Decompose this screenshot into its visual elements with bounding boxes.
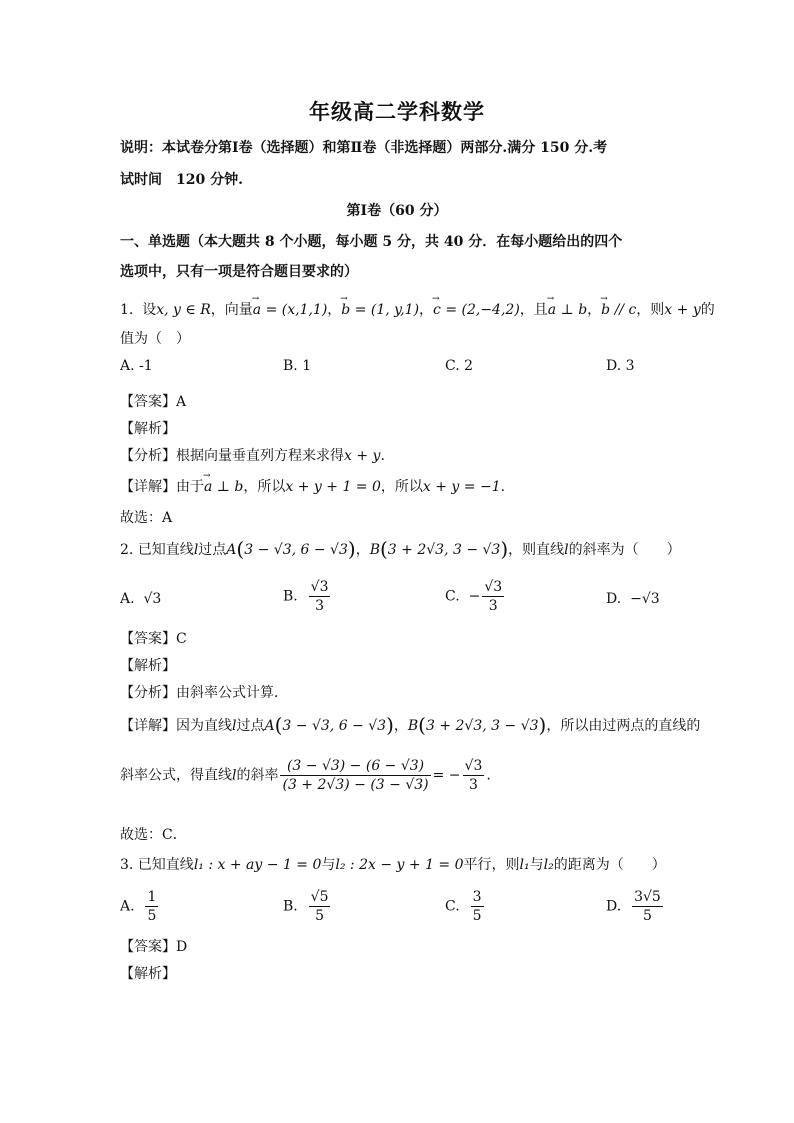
option-label: B. bbox=[283, 588, 298, 605]
q1-xiangjie-text: ，所以 bbox=[380, 479, 423, 495]
intro-line-2: 试时间 120 分钟. bbox=[120, 172, 243, 188]
q3-l1-symbol: l₁ bbox=[519, 857, 530, 873]
option-value: √3 bbox=[143, 591, 162, 607]
q2-fenxi-label: 【分析】 bbox=[120, 685, 176, 701]
fraction bbox=[482, 578, 504, 615]
q1-vector-a: → a = (x,1,1) bbox=[253, 300, 328, 320]
section-heading-line-2: 选项中，只有一项是符合题目要求的） bbox=[120, 264, 358, 280]
q1-stem-line-1: 1. 设x, y ∈ R，向量→ a = (x,1,1)，→ b = (1, y,1)，→ c = (2,−4,2)，且→ a ⊥ b，→ b // c，则x + y的 bbox=[120, 300, 680, 320]
q1-option-a: A. -1 bbox=[120, 358, 153, 374]
q2-point-b: 3 + 2√3, 3 − √3 bbox=[387, 542, 501, 558]
q2-point-b-label: B bbox=[369, 542, 380, 558]
q1-fenxi-text: 根据向量垂直列方程来求得 bbox=[176, 448, 344, 464]
q3-option-d bbox=[606, 888, 665, 925]
q2-option-b bbox=[283, 578, 332, 615]
q1-option-b: B. 1 bbox=[283, 358, 312, 374]
fraction-denominator: 3 bbox=[315, 598, 325, 614]
fraction-numerator: 1 bbox=[147, 889, 157, 905]
page-title: 年级高二学科数学 bbox=[309, 99, 485, 124]
option-label: C. bbox=[445, 898, 460, 915]
q1-fenxi bbox=[120, 446, 680, 466]
slope-fraction bbox=[280, 757, 430, 794]
q3-l2-symbol: l₂ bbox=[543, 857, 554, 873]
q1-fenxi-label: 【分析】 bbox=[120, 448, 176, 464]
fraction bbox=[632, 888, 663, 925]
q3-text: 平行，则 bbox=[463, 857, 520, 873]
q1-fenxi-expr: x + y bbox=[344, 448, 381, 464]
fraction-numerator: √3 bbox=[310, 579, 329, 595]
q2-line-l: l bbox=[193, 542, 199, 558]
q2-point-a-label: A bbox=[226, 542, 237, 558]
q1-analysis-label: 【解析】 bbox=[120, 421, 176, 437]
q1-expression: x + y bbox=[664, 302, 701, 318]
q3-text: 已知直线 bbox=[137, 857, 194, 873]
q1-xiangjie-end: . bbox=[500, 479, 506, 495]
q1-xiangjie-text: 由于 bbox=[176, 479, 204, 495]
q1-text: ，向量 bbox=[210, 302, 253, 318]
option-label: D. bbox=[606, 591, 622, 607]
q2-option-a bbox=[120, 589, 161, 609]
q3-line-l2: l₂ : 2x − y + 1 = 0 bbox=[335, 857, 464, 873]
option-label: D. bbox=[606, 898, 622, 915]
fraction-numerator: √3 bbox=[484, 579, 503, 595]
q1-xiangjie-label: 【详解】 bbox=[120, 479, 176, 495]
q1-option-c: C. 2 bbox=[445, 358, 474, 374]
q2-xiangjie-line-2 bbox=[120, 757, 680, 794]
q3-number: 3. bbox=[120, 857, 134, 873]
q3-line-l1: l₁ : x + ay − 1 = 0 bbox=[193, 857, 322, 873]
fraction-numerator: 3 bbox=[472, 889, 482, 905]
q1-fenxi-end: . bbox=[380, 448, 385, 464]
fraction bbox=[309, 578, 331, 615]
q2-xiangjie-label: 【详解】 bbox=[120, 718, 176, 734]
q1-xy-domain: x, y ∈ R bbox=[156, 302, 211, 318]
option-value: −√3 bbox=[630, 591, 660, 607]
q2-xiangjie-text: 斜率公式，得直线 bbox=[120, 767, 232, 784]
q1-option-d: D. 3 bbox=[606, 358, 635, 374]
q2-line-l: l bbox=[564, 542, 569, 558]
option-label: A. bbox=[120, 591, 135, 607]
fraction bbox=[309, 888, 331, 925]
fraction-numerator: (3 − √3) − (6 − √3) bbox=[280, 757, 430, 776]
fraction bbox=[471, 888, 484, 925]
q2-text: ，则直线 bbox=[508, 542, 565, 558]
q1-text: 设 bbox=[142, 302, 157, 318]
q3-stem bbox=[120, 855, 680, 875]
q3-text: 与 bbox=[321, 857, 336, 873]
fraction-denominator: (3 + 2√3) − (3 − √3) bbox=[282, 777, 429, 793]
q2-line-l: l bbox=[232, 718, 237, 734]
q3-text: 与 bbox=[529, 857, 544, 873]
result-fraction bbox=[463, 757, 485, 794]
part-heading: 第Ⅰ卷（60 分） bbox=[346, 203, 448, 219]
q1-text: ，且 bbox=[519, 302, 548, 318]
q1-vector-c: → c = (2,−4,2) bbox=[433, 300, 520, 320]
equals-sign: = − bbox=[432, 767, 461, 784]
q2-xiangjie-text: 的斜率 bbox=[236, 767, 279, 784]
q1-number: 1. bbox=[120, 302, 134, 318]
q2-answer: 【答案】C bbox=[120, 631, 187, 647]
q2-separator: ， bbox=[393, 718, 408, 734]
q1-xiangjie bbox=[120, 477, 680, 497]
q2-analysis-label: 【解析】 bbox=[120, 658, 176, 674]
fraction-numerator: 3√5 bbox=[634, 889, 661, 905]
q2-xiangjie-text: 因为直线 bbox=[176, 718, 232, 734]
fraction-denominator: 3 bbox=[468, 777, 478, 793]
q3-answer: 【答案】D bbox=[120, 939, 188, 955]
q2-fenxi bbox=[120, 683, 680, 703]
q3-option-b bbox=[283, 888, 332, 925]
fraction-denominator: 5 bbox=[472, 908, 482, 924]
q1-conclusion: 故选：A bbox=[120, 510, 173, 526]
q3-analysis-label: 【解析】 bbox=[120, 966, 176, 982]
fraction-numerator: √3 bbox=[464, 758, 483, 774]
fraction-numerator: √5 bbox=[310, 889, 329, 905]
option-label: A. bbox=[120, 898, 135, 915]
q2-xiangjie-text: 过点 bbox=[236, 718, 265, 734]
q2-point-b: 3 + 2√3, 3 − √3 bbox=[425, 718, 539, 734]
q1-vector-b: → b = (1, y,1) bbox=[341, 300, 419, 320]
q1-xiangjie-cond: → a ⊥ b bbox=[204, 477, 243, 497]
option-label: B. bbox=[283, 898, 298, 915]
q2-point-b-label: B bbox=[407, 718, 419, 734]
section-heading-line-1: 一、单选题（本大题共 8 个小题，每小题 5 分，共 40 分．在每小题给出的四个 bbox=[120, 234, 623, 250]
option-sign: − bbox=[468, 588, 481, 605]
q2-point-a: 3 − √3, 6 − √3 bbox=[282, 718, 387, 734]
q2-point-a: 3 − √3, 6 − √3 bbox=[244, 542, 348, 558]
q2-line-l: l bbox=[232, 767, 237, 784]
q2-text: 的斜率为（ ） bbox=[568, 542, 681, 558]
q3-option-c bbox=[445, 888, 486, 925]
fraction-denominator: 5 bbox=[315, 908, 325, 924]
q1-text: 的 bbox=[700, 302, 715, 318]
q3-text: 的距离为（ ） bbox=[553, 857, 666, 873]
q2-text: 已知直线 bbox=[137, 542, 194, 558]
q2-separator: ， bbox=[355, 542, 370, 558]
q2-point-a-label: A bbox=[264, 718, 275, 734]
q2-xiangjie-text: ，所以由过两点的直线的 bbox=[546, 718, 701, 734]
fraction-denominator: 5 bbox=[147, 908, 157, 924]
intro-line-1: 说明：本试卷分第Ⅰ卷（选择题）和第Ⅱ卷（非选择题）两部分.满分 150 分.考 bbox=[120, 140, 608, 156]
q1-answer: 【答案】A bbox=[120, 394, 187, 410]
q2-option-d bbox=[606, 589, 660, 609]
q1-xiangjie-eq2: x + y = −1 bbox=[422, 479, 501, 495]
q1-xiangjie-text: ，所以 bbox=[243, 479, 286, 495]
q1-xiangjie-eq1: x + y + 1 = 0 bbox=[285, 479, 381, 495]
q2-number: 2. bbox=[120, 542, 134, 558]
q1-text: ，则 bbox=[636, 302, 665, 318]
q1-condition-parallel: → b // c bbox=[601, 300, 636, 320]
fraction-denominator: 3 bbox=[488, 598, 498, 614]
q2-xiangjie-line-1: 【详解】因为直线l过点A(3 − √3, 6 − √3)，B(3 + 2√3, 3 − √3)，所以由过两点的直线的 bbox=[120, 713, 701, 737]
q1-stem-line-2: 值为（ ） bbox=[120, 331, 190, 347]
result-end: . bbox=[486, 767, 491, 784]
q1-condition-perp: → a ⊥ b bbox=[548, 300, 587, 320]
fraction-denominator: 5 bbox=[643, 908, 652, 924]
fraction bbox=[145, 888, 158, 925]
q2-fenxi-text: 由斜率公式计算． bbox=[176, 685, 288, 701]
q2-conclusion: 故选：C． bbox=[120, 827, 187, 843]
q2-text: 过点 bbox=[198, 542, 227, 558]
q3-option-a bbox=[120, 888, 160, 925]
option-label: C. bbox=[445, 588, 460, 605]
q2-stem: 2. 已知直线l过点A(3 − √3, 6 − √3)，B(3 + 2√3, 3 − √3)，则直线l的斜率为（ ） bbox=[120, 537, 681, 561]
q2-option-c bbox=[445, 578, 506, 615]
